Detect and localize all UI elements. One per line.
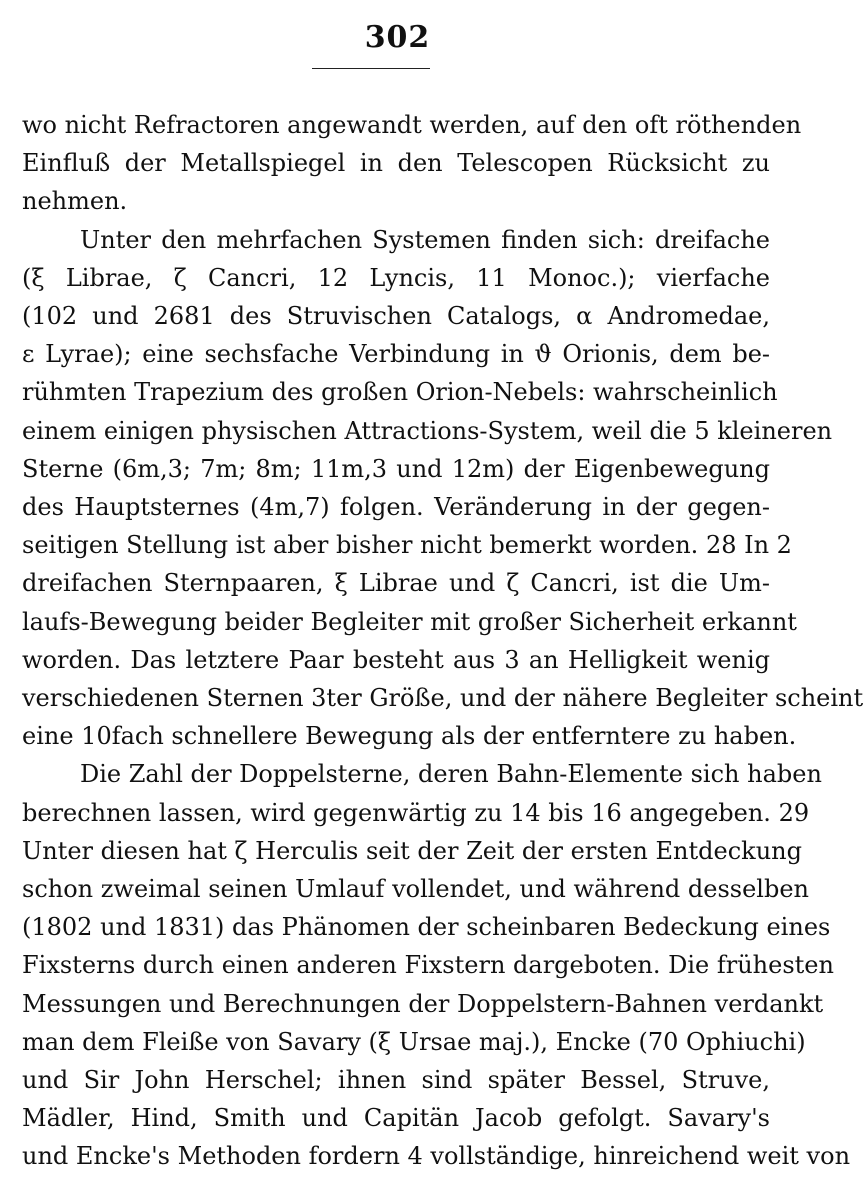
text-line: Unter den mehrfachen Systemen finden sich: dreifache [80,225,770,254]
text-line: rühmten Trapezium des großen Orion-Nebels: wahrscheinlich [22,378,778,407]
text-line: ε Lyrae); eine sechsfache Verbindung in ϑ Orionis, dem be- [22,340,770,369]
text-line: wo nicht Refractoren angewandt werden, auf den oft röthenden [22,111,802,139]
text-line: eine 10fach schnellere Bewegung als der entferntere zu haben. [22,722,797,751]
text-line: Messungen und Berechnungen der Doppelstern-Bahnen verdankt [22,989,824,1018]
text-line: man dem Fleiße von Savary (ξ Ursae maj.), Encke (70 Ophiuchi) [22,1027,806,1056]
text-line: Fixsterns durch einen anderen Fixstern dargeboten. Die frühesten [22,951,834,980]
header-rule [312,68,430,69]
body-text [22,106,863,1176]
text-line: schon zweimal seinen Umlauf vollendet, und während desselben [22,875,809,904]
text-line: laufs-Bewegung beider Begleiter mit großer Sicherheit erkannt [22,607,797,636]
text-line: Mädler, Hind, Smith und Capitän Jacob gefolgt. Savary's [22,1104,770,1133]
text-line: und Encke's Methoden fordern 4 vollständige, hinreichend weit von [22,1142,851,1171]
text-line: Einfluß der Metallspiegel in den Telescopen Rücksicht zu [22,149,770,178]
text-line: und Sir John Herschel; ihnen sind später Bessel, Struve, [22,1066,770,1095]
text-line: Sterne (6m,3; 7m; 8m; 11m,3 und 12m) der Eigenbewegung [22,454,770,483]
text-line: dreifachen Sternpaaren, ξ Librae und ζ Cancri, ist die Um- [22,569,770,598]
text-line: (ξ Librae, ζ Cancri, 12 Lyncis, 11 Monoc.); vierfache [22,263,770,292]
text-line: seitigen Stellung ist aber bisher nicht bemerkt worden. 28 In 2 [22,531,792,560]
text-line: einem einigen physischen Attractions-System, weil die 5 kleineren [22,416,833,445]
text-line: Unter diesen hat ζ Herculis seit der Zeit der ersten Entdeckung [22,836,802,865]
page-number: 302 [364,20,431,55]
text-line: (1802 und 1831) das Phänomen der scheinbaren Bedeckung eines [22,913,831,942]
text-line: Die Zahl der Doppelsterne, deren Bahn-Elemente sich haben [80,760,822,789]
text-line: worden. Das letztere Paar besteht aus 3 an Helligkeit wenig [22,645,770,674]
text-line: nehmen. [22,187,128,216]
text-line: des Hauptsternes (4m,7) folgen. Veränderung in der gegen- [22,493,770,522]
text-line: verschiedenen Sternen 3ter Größe, und der nähere Begleiter scheint [22,684,863,713]
text-line: berechnen lassen, wird gegenwärtig zu 14 bis 16 angegeben. 29 [22,798,810,827]
text-line: (102 und 2681 des Struvischen Catalogs, α Andromedae, [22,302,770,331]
